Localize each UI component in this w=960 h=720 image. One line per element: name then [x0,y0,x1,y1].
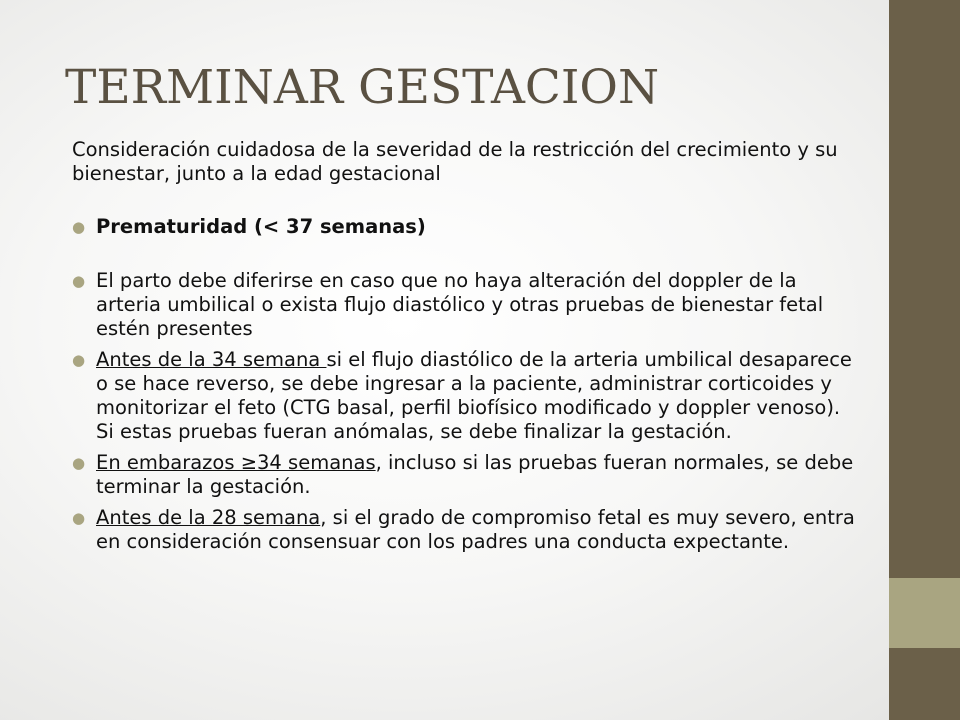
bullet-underlined-text: Antes de la 34 semana [96,348,327,371]
side-bar-top [889,0,960,578]
side-bar-accent [889,578,960,648]
bullet-dot-icon: ● [72,272,86,290]
bullet-antes-28 [72,506,862,554]
slide-title: TERMINAR GESTACION [65,60,660,115]
bullet-parto-diferido [72,269,862,341]
bullet-text: , incluso si las pruebas fueran normales, se debe terminar la gestación. [96,451,854,498]
bullet-dot-icon: ● [72,454,86,472]
bullet-text: si el flujo diastólico de la arteria umbilical desaparece o se hace reverso, se debe ingresar a la paciente, administrar corticoides y monitorizar el feto (CTG basal, perfil biofísico modificado y doppler venoso). Si estas pruebas fueran anómalas, se debe finalizar la gestación. [96,348,852,443]
slide-content [72,138,862,561]
bullet-embarazos-34 [72,451,862,499]
bullet-text: , si el grado de compromiso fetal es muy severo, entra en consideración consensuar con los padres una conducta expectante. [96,506,855,553]
bullet-dot-icon: ● [72,218,86,236]
bullet-text: El parto debe diferirse en caso que no haya alteración del doppler de la arteria umbilical o exista flujo diastólico y otras pruebas de bienestar fetal estén presentes [96,269,824,340]
bullet-dot-icon: ● [72,509,86,527]
bullet-dot-icon: ● [72,351,86,369]
bullet-text: Prematuridad (< 37 semanas) [96,215,426,238]
bullet-underlined-text: Antes de la 28 semana [96,506,321,529]
side-bar-bottom [889,648,960,720]
intro-paragraph: Consideración cuidadosa de la severidad de la restricción del crecimiento y su bienestar, junto a la edad gestacional [72,138,838,185]
bullet-prematuridad [72,215,862,239]
bullet-antes-34 [72,348,862,444]
bullet-underlined-text: En embarazos ≥34 semanas [96,451,376,474]
